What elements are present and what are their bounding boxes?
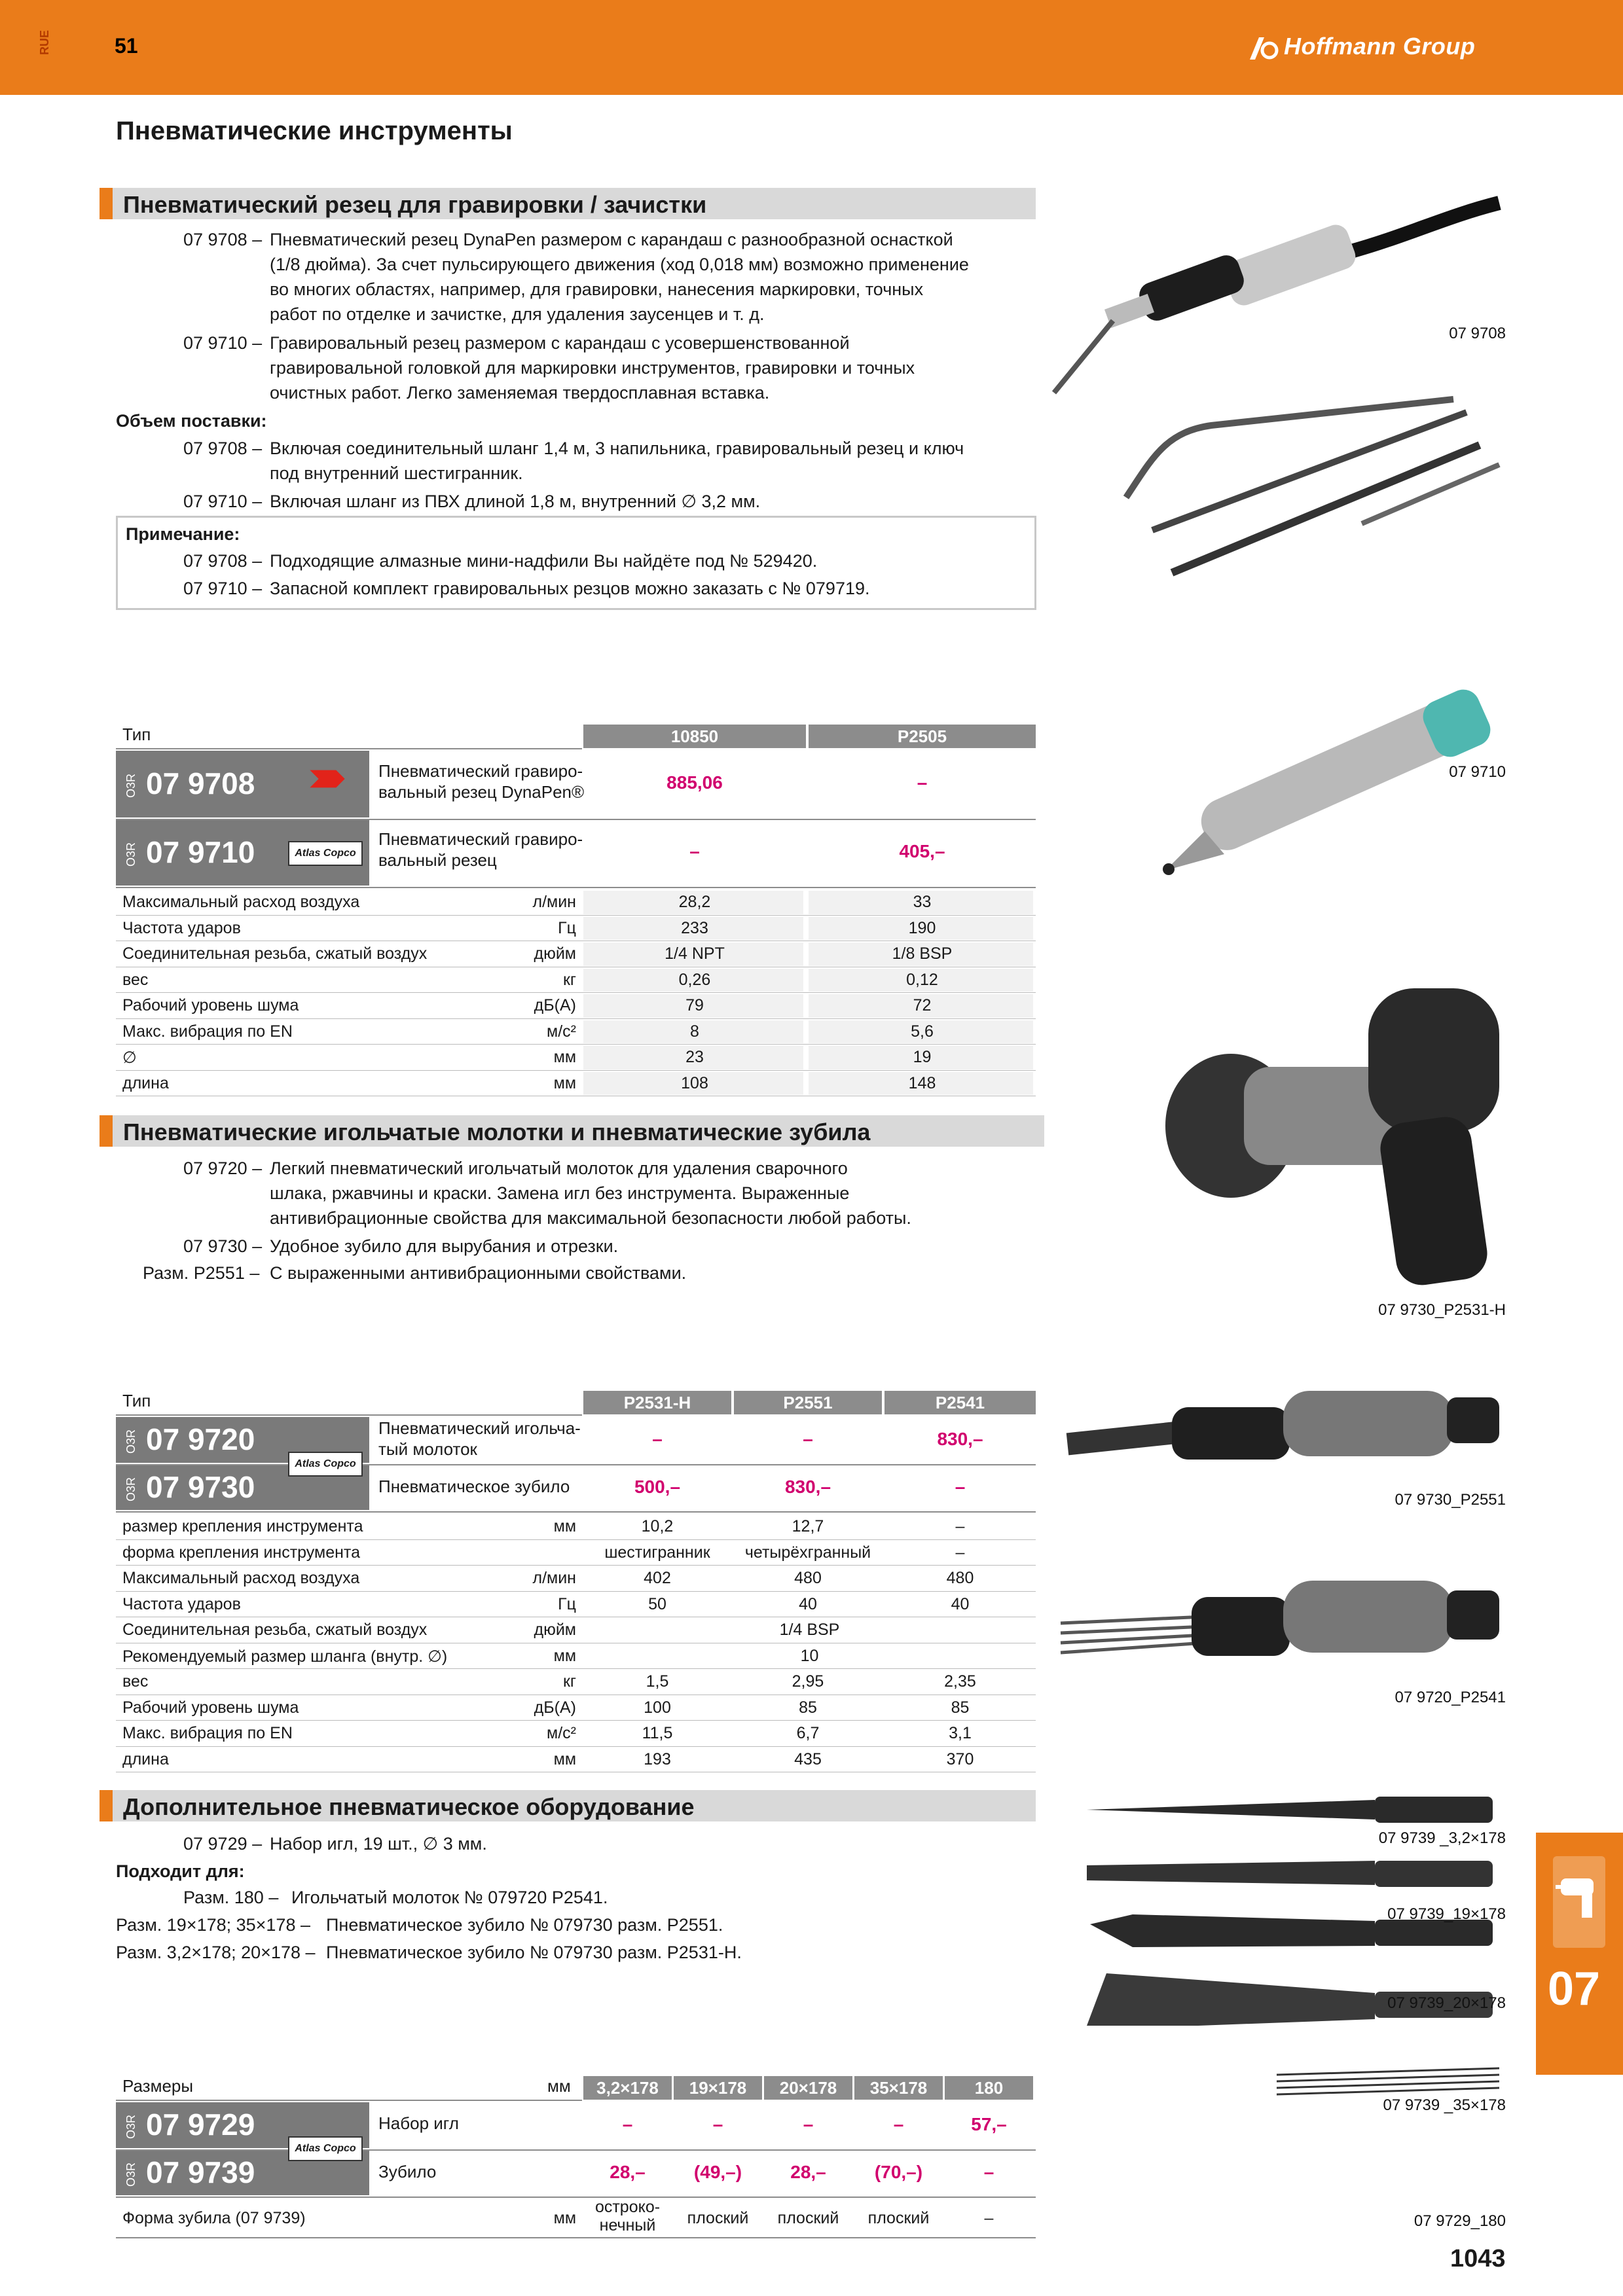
spec-value: 5,6 [911, 1022, 934, 1041]
spec-label: форма крепления инструмента [122, 1543, 360, 1562]
t3-shape-value [583, 2198, 672, 2234]
language-code: RUE [38, 30, 51, 56]
spec-value: 0,12 [906, 970, 938, 989]
spec-unit: Гц [558, 1594, 576, 1613]
article-number: 07 9720 [146, 1422, 255, 1456]
t3-size-line [116, 2100, 582, 2101]
spec-value: 0,26 [678, 970, 711, 989]
divider [116, 1668, 1036, 1669]
spec-value: 19 [913, 1048, 932, 1066]
t3-prod1-desc: Набор игл [378, 2113, 459, 2133]
section-heading-text: Пневматические игольчатые молотки и пневматические зубила [123, 1119, 871, 1145]
spec-value: 435 [794, 1749, 822, 1768]
spec-value: 79 [685, 996, 704, 1014]
line: Пневматический гравиро- [378, 761, 583, 781]
spec-value: 1,5 [646, 1672, 669, 1691]
spec-unit: дюйм [534, 1621, 576, 1639]
spec-unit: м/с² [547, 1724, 576, 1742]
spec-label: Максимальный расход воздуха [122, 1569, 360, 1587]
s2-p2-text: Удобное зубило для вырубания и отрезки. [270, 1236, 619, 1256]
divider [116, 1018, 1036, 1019]
t1-prod2-price-10850: – [689, 841, 700, 861]
t1-prod2-price-p2505: 405,– [899, 841, 945, 861]
spec-value: 402 [644, 1569, 671, 1587]
t1-prod2-article [124, 834, 255, 870]
divider [116, 1511, 1036, 1513]
spec-value: 480 [794, 1569, 822, 1587]
spec-unit: Гц [558, 918, 576, 937]
line: гравировальной головкой для маркировки инструментов, гравировки и точных [270, 358, 915, 378]
spec-value: 1/8 BSP [892, 944, 953, 963]
t3-shape-label: Форма зубила (07 9739) [122, 2209, 306, 2227]
chapter-page-number: 51 [115, 34, 138, 58]
t1-prod1-price-p2505: – [917, 772, 928, 793]
t2-type-label: Тип [122, 1391, 151, 1410]
t3-prod2-price: (70,–) [874, 2162, 923, 2182]
divider [116, 1565, 1036, 1566]
t3-prod1-price: 57,– [971, 2114, 1007, 2134]
t2-prod1-price-p2531h: – [652, 1429, 663, 1449]
spec-value: 40 [951, 1594, 970, 1613]
caption-chisel-20: 07 9739_20×178 [1387, 1994, 1506, 2012]
s2-p1-text [270, 1156, 1055, 1230]
t1-type-label: Тип [122, 725, 151, 744]
fits2-code: Разм. 19×178; 35×178 – [116, 1915, 310, 1935]
spec-value: 10,2 [641, 1517, 674, 1535]
article-number: 07 9739 [146, 2155, 255, 2189]
spec-value: шестигранник [604, 1543, 710, 1562]
t3-shape-unit: мм [553, 2209, 576, 2227]
spec-value: – [955, 1543, 965, 1562]
caption-079720-p2541: 07 9720_P2541 [1395, 1689, 1506, 1706]
spec-value: 233 [681, 918, 708, 937]
article-prefix: O3R [124, 1429, 137, 1454]
chisel-p2551-image [1054, 1361, 1506, 1486]
line: тый молоток [378, 1439, 477, 1459]
spec-unit: дБ(A) [534, 996, 576, 1014]
logo-text: Hoffmann Group [1284, 33, 1476, 60]
caption-079710: 07 9710 [1449, 763, 1506, 781]
caption-079730-p2531h: 07 9730_P2531-H [1378, 1301, 1506, 1319]
spec-label: длина [122, 1749, 169, 1768]
dynabrade-logo-icon [295, 766, 360, 792]
t3-col-header: 3,2×178 [583, 2076, 672, 2100]
caption-079730-p2551: 07 9730_P2551 [1395, 1491, 1506, 1509]
t3-shape-value: – [984, 2209, 994, 2227]
t1-prod1-desc [378, 761, 584, 802]
note1-text: Подходящие алмазные мини-надфили Вы найдёте под № 529420. [270, 551, 818, 571]
t3-col-header: 180 [945, 2076, 1033, 2100]
t2-col-p2541: P2541 [884, 1391, 1036, 1414]
s1-s2-text: Включая шланг из ПВХ длиной 1,8 м, внутренний ∅ 3,2 мм. [270, 492, 761, 511]
t2-prod2-article [124, 1469, 255, 1505]
s3-p1-text: Набор игл, 19 шт., ∅ 3 мм. [270, 1834, 487, 1854]
t2-col-p2531h: P2531-H [583, 1391, 731, 1414]
note-title: Примечание: [126, 524, 240, 544]
caption-079708: 07 9708 [1449, 325, 1506, 342]
t3-prod1-price: – [803, 2114, 814, 2134]
line: вальный резец DynaPen® [378, 782, 585, 802]
t2-prod2-price-p2531h: 500,– [634, 1477, 681, 1497]
line: Включая соединительный шланг 1,4 м, 3 напильника, гравировальный резец и ключ [270, 439, 964, 458]
spec-unit: л/мин [532, 893, 576, 911]
section-heading-engraving [100, 188, 1036, 219]
s2-p1-code: 07 9720 – [183, 1158, 263, 1178]
spec-unit: мм [553, 1073, 576, 1092]
spec-value: 108 [681, 1073, 708, 1092]
fits1-text: Игольчатый молоток № 079720 P2541. [291, 1888, 608, 1907]
spec-value: 370 [946, 1749, 974, 1768]
spec-value: 40 [799, 1594, 817, 1613]
spec-value: 12,7 [792, 1517, 824, 1535]
divider [116, 1591, 1036, 1592]
spec-value: 6,7 [796, 1724, 820, 1742]
line: Пневматический резец DynaPen размером с карандаш с разнообразной оснасткой [270, 230, 953, 249]
atlas-copco-logo: Atlas Copco [288, 841, 363, 866]
spec-value-span: 10 [800, 1646, 819, 1665]
needle-scaler-image [1054, 1558, 1506, 1682]
spec-value: 190 [908, 918, 936, 937]
spec-unit: кг [562, 970, 576, 989]
section-heading-text: Дополнительное пневматическое оборудование [123, 1793, 695, 1820]
article-prefix: O3R [124, 774, 137, 798]
t1-type-line [116, 748, 582, 749]
spec-unit: мм [553, 1048, 576, 1066]
caption-needles-180: 07 9729_180 [1413, 2212, 1506, 2230]
section-accent-bar [100, 1115, 113, 1147]
s2-p2-code: 07 9730 – [183, 1236, 263, 1256]
t2-col-p2551: P2551 [734, 1391, 882, 1414]
line: очистных работ. Легко заменяемая твердосплавная вставка. [270, 383, 770, 403]
s1-s2-code: 07 9710 – [183, 492, 263, 511]
spec-value: – [955, 1517, 965, 1535]
note2-code: 07 9710 – [183, 579, 263, 598]
caption-chisel-3-2: 07 9739 _3,2×178 [1378, 1829, 1506, 1847]
t2-prod1-desc [378, 1418, 581, 1460]
spec-value: 23 [685, 1048, 704, 1066]
line: во многих областях, например, для гравировки, нанесения маркировки, точных [270, 279, 924, 299]
divider [116, 915, 1036, 916]
t3-size-unit: мм [547, 2076, 571, 2096]
s1-p2-text [270, 331, 1042, 405]
divider [116, 1044, 1036, 1045]
spec-value: 72 [913, 996, 932, 1014]
spec-value: 33 [913, 893, 932, 911]
atlas-copco-logo: Atlas Copco [288, 2136, 363, 2161]
fits1-code: Разм. 180 – [183, 1888, 279, 1907]
t3-shape-value: плоский [867, 2209, 930, 2227]
t3-prod2-price: (49,–) [693, 2162, 742, 2182]
t3-prod2-price: – [983, 2162, 994, 2182]
t3-prod1-price: – [893, 2114, 904, 2134]
divider [116, 887, 1036, 888]
s1-p1-text [270, 227, 1042, 327]
spec-label: Макс. вибрация по EN [122, 1724, 293, 1742]
spec-unit: кг [562, 1672, 576, 1691]
t1-prod2-desc [378, 829, 583, 870]
t3-col-header: 20×178 [764, 2076, 852, 2100]
t3-shape-value: плоский [687, 2209, 749, 2227]
t3-prod2-price: 28,– [790, 2162, 826, 2182]
scope-title: Объем поставки: [116, 411, 267, 431]
spec-unit: мм [553, 1517, 576, 1535]
section-accent-bar [100, 1790, 113, 1821]
spec-unit: мм [553, 1646, 576, 1665]
t2-type-line [116, 1414, 582, 1416]
logo-mark-icon [1247, 35, 1279, 61]
spec-label: Макс. вибрация по EN [122, 1022, 293, 1041]
divider [116, 1070, 1036, 1071]
spec-unit: л/мин [532, 1569, 576, 1587]
spec-unit: м/с² [547, 1022, 576, 1041]
chapter-tab[interactable] [1536, 1833, 1623, 2075]
note2-text: Запасной комплект гравировальных резцов можно заказать с № 079719. [270, 579, 870, 598]
line: Легкий пневматический игольчатый молоток для удаления сварочного [270, 1158, 848, 1178]
t1-col-p2505: P2505 [809, 725, 1036, 748]
spec-value: 3,1 [949, 1724, 972, 1742]
spec-value: 193 [644, 1749, 671, 1768]
section-accent-bar [100, 188, 113, 219]
caption-chisel-35: 07 9739 _35×178 [1383, 2096, 1506, 2114]
line: вальный резец [378, 850, 497, 870]
section-heading-text: Пневматический резец для гравировки / зачистки [123, 191, 707, 218]
section-heading-accessories [100, 1790, 1036, 1821]
line: под внутренний шестигранник. [270, 463, 523, 483]
t3-prod2-article [124, 2155, 255, 2190]
article-number: 07 9708 [146, 766, 255, 800]
line: Гравировальный резец размером с карандаш с усовершенствованной [270, 333, 850, 353]
spec-value: 28,2 [678, 893, 711, 911]
spec-label: вес [122, 970, 149, 989]
line: антивибрационные свойства для максимальной безопасности любой работы. [270, 1208, 911, 1228]
spec-value: 85 [799, 1698, 817, 1717]
spec-value: 2,35 [944, 1672, 976, 1691]
spec-unit: мм [553, 1749, 576, 1768]
line: (1/8 дюйма). За счет пульсирующего движения (ход 0,018 мм) возможно применение [270, 255, 969, 274]
t3-col-header: 19×178 [674, 2076, 762, 2100]
s1-s1-text [270, 436, 1042, 486]
line: шлака, ржавчины и краски. Замена игл без инструмента. Выраженные [270, 1183, 850, 1203]
divider [116, 1539, 1036, 1540]
pneumatic-tool-icon [1549, 1852, 1609, 1950]
t3-prod2-desc: Зубило [378, 2162, 437, 2181]
files-accessories-image [1113, 386, 1506, 583]
t3-prod1-article [124, 2107, 255, 2142]
line: остроко- [594, 2198, 661, 2216]
section-heading-needle-scalers [100, 1115, 1044, 1147]
t2-prod2-price-p2541: – [955, 1477, 966, 1497]
spec-label: Частота ударов [122, 1594, 241, 1613]
spec-label: Максимальный расход воздуха [122, 893, 360, 911]
spec-value: 11,5 [642, 1724, 673, 1742]
hoffmann-logo [1247, 33, 1475, 61]
article-prefix: O3R [124, 842, 137, 867]
spec-label: Соединительная резьба, сжатый воздух [122, 1621, 428, 1639]
spec-value: 1/4 NPT [665, 944, 725, 963]
fits-title: Подходит для: [116, 1861, 245, 1881]
chisel-bits-image [1080, 1777, 1506, 2117]
spec-label: Рабочий уровень шума [122, 996, 299, 1014]
spec-value: 148 [908, 1073, 936, 1092]
t3-prod1-price: – [712, 2114, 723, 2134]
spec-value: 85 [951, 1698, 970, 1717]
spec-label: вес [122, 1672, 149, 1691]
t1-prod1-price-10850: 885,06 [666, 772, 723, 793]
article-prefix: O3R [124, 2162, 137, 2187]
fits3-code: Разм. 3,2×178; 20×178 – [116, 1943, 316, 1962]
t3-prod2-price: 28,– [610, 2162, 646, 2182]
article-prefix: O3R [124, 2115, 137, 2140]
spec-label: Частота ударов [122, 918, 241, 937]
t2-prod1-price-p2551: – [803, 1429, 813, 1449]
divider [116, 2237, 1036, 2238]
spec-value: четырёхгранный [744, 1543, 871, 1562]
line: нечный [599, 2216, 656, 2234]
spec-value: 100 [644, 1698, 671, 1717]
spec-unit: дБ(A) [534, 1698, 576, 1717]
pistol-chisel-image [1152, 949, 1506, 1289]
t3-shape-value: плоский [777, 2209, 839, 2227]
t2-prod1-price-p2541: 830,– [937, 1429, 983, 1449]
t3-size-label: Размеры [122, 2076, 194, 2096]
spec-value: 8 [690, 1022, 699, 1041]
t2-prod2-price-p2551: 830,– [784, 1477, 831, 1497]
note1-code: 07 9708 – [183, 551, 263, 571]
s1-p2-code: 07 9710 – [183, 333, 263, 353]
s1-s1-code: 07 9708 – [183, 439, 263, 458]
s2-p3-code: Разм. P2551 – [143, 1263, 260, 1283]
chapter-number: 07 [1548, 1963, 1601, 2015]
dynapen-tool-image [1041, 190, 1512, 406]
page-title: Пневматические инструменты [116, 117, 513, 145]
spec-label: ∅ [122, 1049, 137, 1067]
divider [116, 1746, 1036, 1747]
spec-label: Соединительная резьба, сжатый воздух [122, 944, 428, 963]
spec-value: 480 [946, 1569, 974, 1587]
t2-prod2-desc: Пневматическое зубило [378, 1477, 570, 1496]
article-number: 07 9710 [146, 835, 255, 869]
line: Пневматический игольча- [378, 1418, 581, 1438]
divider [116, 2197, 1036, 2198]
caption-chisel-19: 07 9739_19×178 [1387, 1905, 1506, 1923]
t2-prod1-article [124, 1422, 255, 1457]
article-prefix: O3R [124, 1477, 137, 1502]
spec-value: 50 [648, 1594, 666, 1613]
spec-label: размер крепления инструмента [122, 1517, 363, 1535]
spec-label: Рекомендуемый размер шланга (внутр. ∅) [122, 1647, 448, 1666]
s1-p1-code: 07 9708 – [183, 230, 263, 249]
article-number: 07 9730 [146, 1470, 255, 1504]
t3-col-header: 35×178 [854, 2076, 943, 2100]
t1-col-10850: 10850 [583, 725, 806, 748]
s2-p3-text: С выраженными антивибрационными свойствами. [270, 1263, 687, 1283]
atlas-copco-logo: Atlas Copco [288, 1452, 363, 1477]
spec-unit: дюйм [534, 944, 576, 963]
divider [116, 1720, 1036, 1721]
fits3-text: Пневматическое зубило № 079730 разм. P2531-H. [326, 1943, 742, 1962]
divider [116, 992, 1036, 993]
spec-label: длина [122, 1073, 169, 1092]
page-number: 1043 [1450, 2245, 1506, 2272]
s3-p1-code: 07 9729 – [183, 1834, 263, 1854]
spec-value-span: 1/4 BSP [779, 1621, 840, 1639]
t3-prod1-price: – [622, 2114, 633, 2134]
line: работ по отделке и зачистке, для удаления заусенцев и т. д. [270, 304, 765, 324]
spec-label: Рабочий уровень шума [122, 1698, 299, 1717]
fits2-text: Пневматическое зубило № 079730 разм. P2551. [326, 1915, 723, 1935]
spec-value: 2,95 [792, 1672, 824, 1691]
line: Пневматический гравиро- [378, 829, 583, 849]
article-number: 07 9729 [146, 2108, 255, 2142]
t1-prod1-article [124, 766, 255, 801]
